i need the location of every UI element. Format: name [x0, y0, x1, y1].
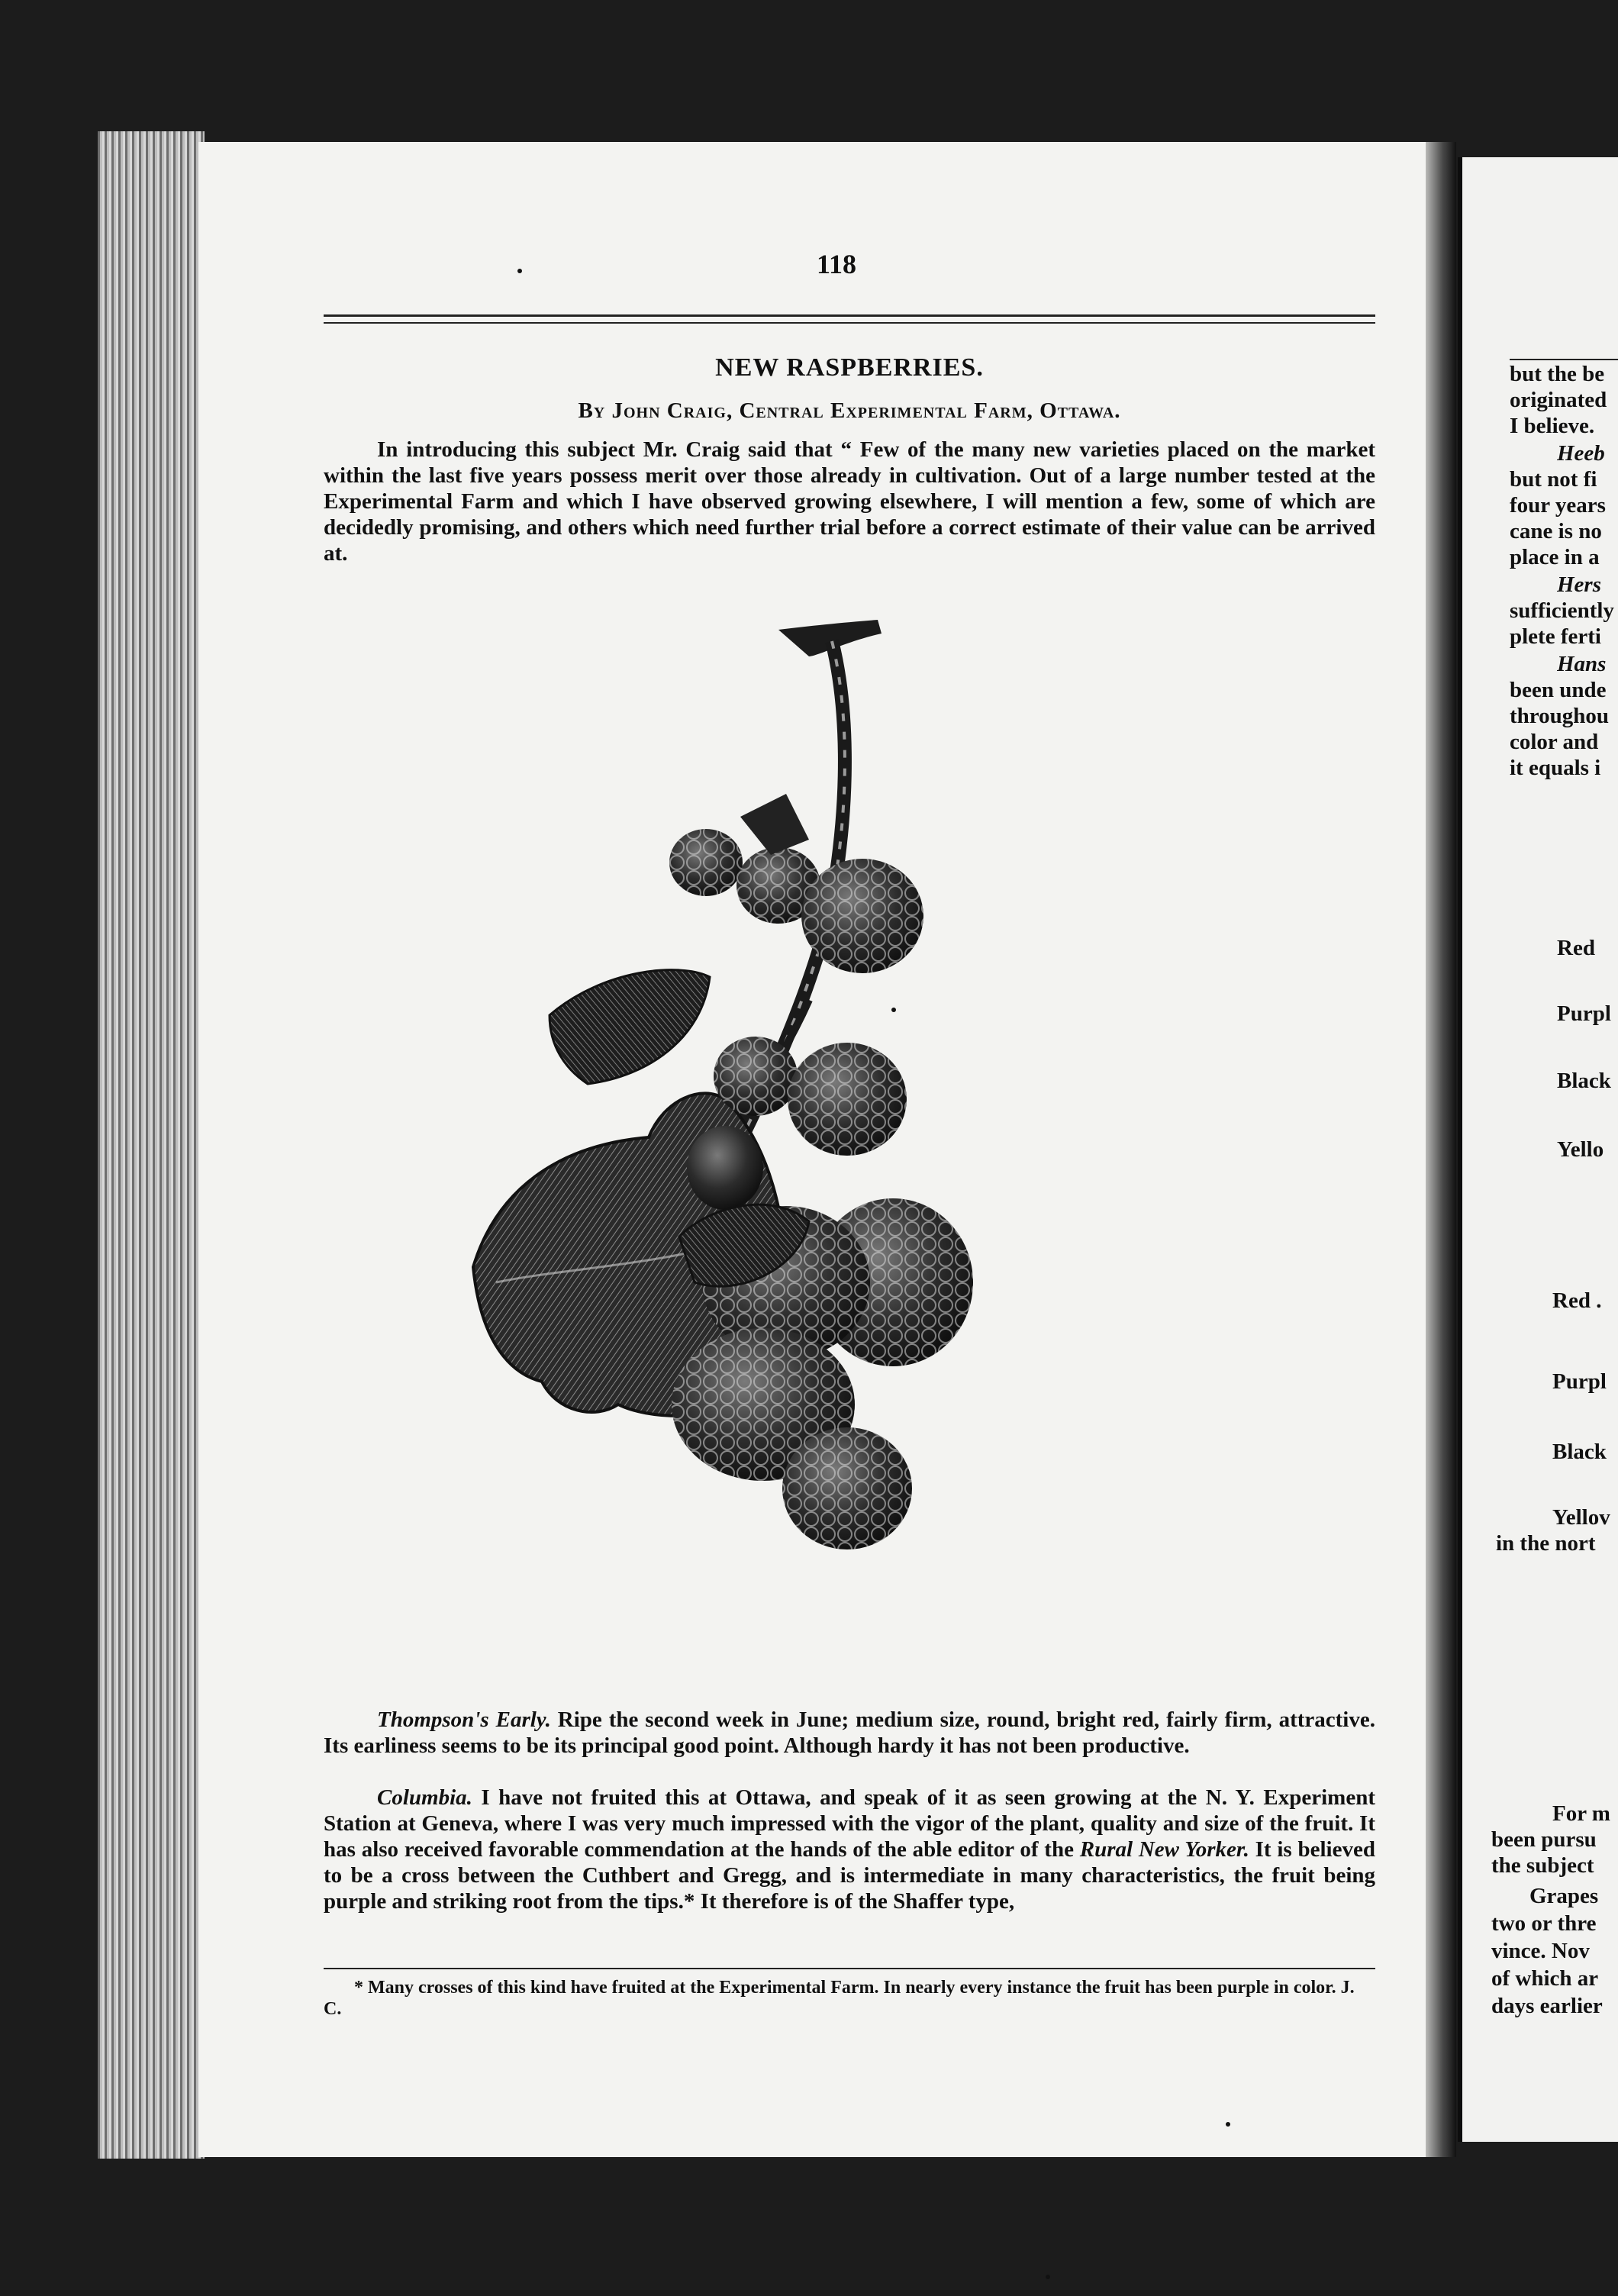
header-rule-bottom: [324, 322, 1375, 324]
right-page-line: cane is no: [1510, 519, 1602, 543]
right-page-line: the subject: [1491, 1853, 1594, 1878]
right-page-line: Black: [1552, 1440, 1607, 1464]
right-page-line: throughou: [1510, 704, 1610, 728]
right-page-line: four years: [1510, 493, 1606, 518]
paper-speck: [517, 269, 522, 273]
paper-speck: [1226, 2122, 1230, 2127]
right-page-line: Purpl: [1557, 1001, 1611, 1026]
intro-paragraph: In introducing this subject Mr. Craig said that “ Few of the many new varieties placed on the market within the last five years possess merit over those already in cultivation. Out of a large number tested at the Experimental Farm and which I have observed growing elsewhere, I will mention a few, some of which are decidedly promising, and others which need further trial before a correct estimate of their value can be arrived at.: [324, 437, 1375, 566]
columbia-heading: Columbia.: [377, 1785, 472, 1810]
right-page-line: Yellov: [1552, 1505, 1610, 1530]
book-page-edges: [98, 131, 205, 2159]
paper-speck: [891, 1008, 896, 1012]
thompson-paragraph: [324, 1707, 1375, 1759]
right-page-line: Red .: [1552, 1288, 1602, 1313]
columbia-text-1: I have not fruited this at Ottawa, and speak of it as seen growing at the N. Y. Experiment Station at Geneva, where I was very much impressed with the vigor of the plant, quality and size of the fruit. It has also received favorable commendation at the hands of the able editor of the: [324, 1785, 1375, 1862]
book-gutter: [1426, 142, 1456, 2157]
right-page-line: originated: [1510, 388, 1607, 412]
right-page-line: been unde: [1510, 678, 1607, 702]
article-title: NEW RASPBERRIES.: [715, 353, 984, 382]
right-page-line: but not fi: [1510, 467, 1597, 492]
right-page-line: Heeb: [1557, 441, 1605, 466]
right-page-line: days earlier: [1491, 1994, 1603, 2018]
right-page-line: vince. Nov: [1491, 1939, 1590, 1963]
right-page-line: place in a: [1510, 545, 1600, 569]
right-page-line: Hers: [1557, 572, 1601, 597]
right-page-line: Red: [1557, 936, 1595, 960]
right-page-line: Hans: [1557, 652, 1607, 676]
thompson-heading: Thompson's Early.: [377, 1707, 551, 1732]
thompson-text: Ripe the second week in June; medium size, round, bright red, fairly firm, attractive. Its earliness seems to be its principal good point. Although hardy it has not been productive.: [324, 1707, 1375, 1758]
header-rule-top: [324, 314, 1375, 317]
right-page-line: Purpl: [1552, 1369, 1607, 1394]
right-page-line: two or thre: [1491, 1911, 1597, 1936]
right-page-line: Black: [1557, 1069, 1611, 1093]
right-page-line: plete ferti: [1510, 624, 1601, 649]
footnote: * Many crosses of this kind have fruited at the Experimental Farm. In nearly every instance the fruit has been purple in color. J. C.: [324, 1978, 1355, 2019]
right-page-line: in the nort: [1496, 1531, 1596, 1556]
right-page-line: Yello: [1557, 1137, 1604, 1162]
right-page-line: but the be: [1510, 362, 1605, 386]
right-page-line: been pursu: [1491, 1827, 1597, 1852]
right-page-line: For m: [1552, 1801, 1610, 1826]
raspberry-illustration: [450, 611, 1198, 1595]
columbia-paragraph: [324, 1785, 1375, 1914]
right-page-line: of which ar: [1491, 1966, 1599, 1991]
page-number: 118: [817, 249, 857, 279]
footnote-rule: [324, 1968, 1375, 1969]
right-page-line: Grapes: [1529, 1884, 1599, 1908]
right-page-line: sufficiently: [1510, 598, 1614, 623]
right-page-header-rule: [1510, 359, 1618, 360]
right-page-line: it equals i: [1510, 756, 1601, 780]
article-byline: By John Craig, Central Experimental Farm, Ottawa.: [578, 398, 1121, 423]
right-page-line: color and: [1510, 730, 1599, 754]
rural-new-yorker-title: Rural New Yorker.: [1079, 1837, 1249, 1862]
paper-speck: [1046, 2275, 1050, 2279]
columbia-text-2: It is believed to be a cross between the Cuthbert and Gregg, and is intermediate in many characteristics, the fruit being purple and striking root from the tips.* It therefore is of the Shaffer type,: [324, 1837, 1375, 1914]
right-page-line: I believe.: [1510, 414, 1595, 438]
